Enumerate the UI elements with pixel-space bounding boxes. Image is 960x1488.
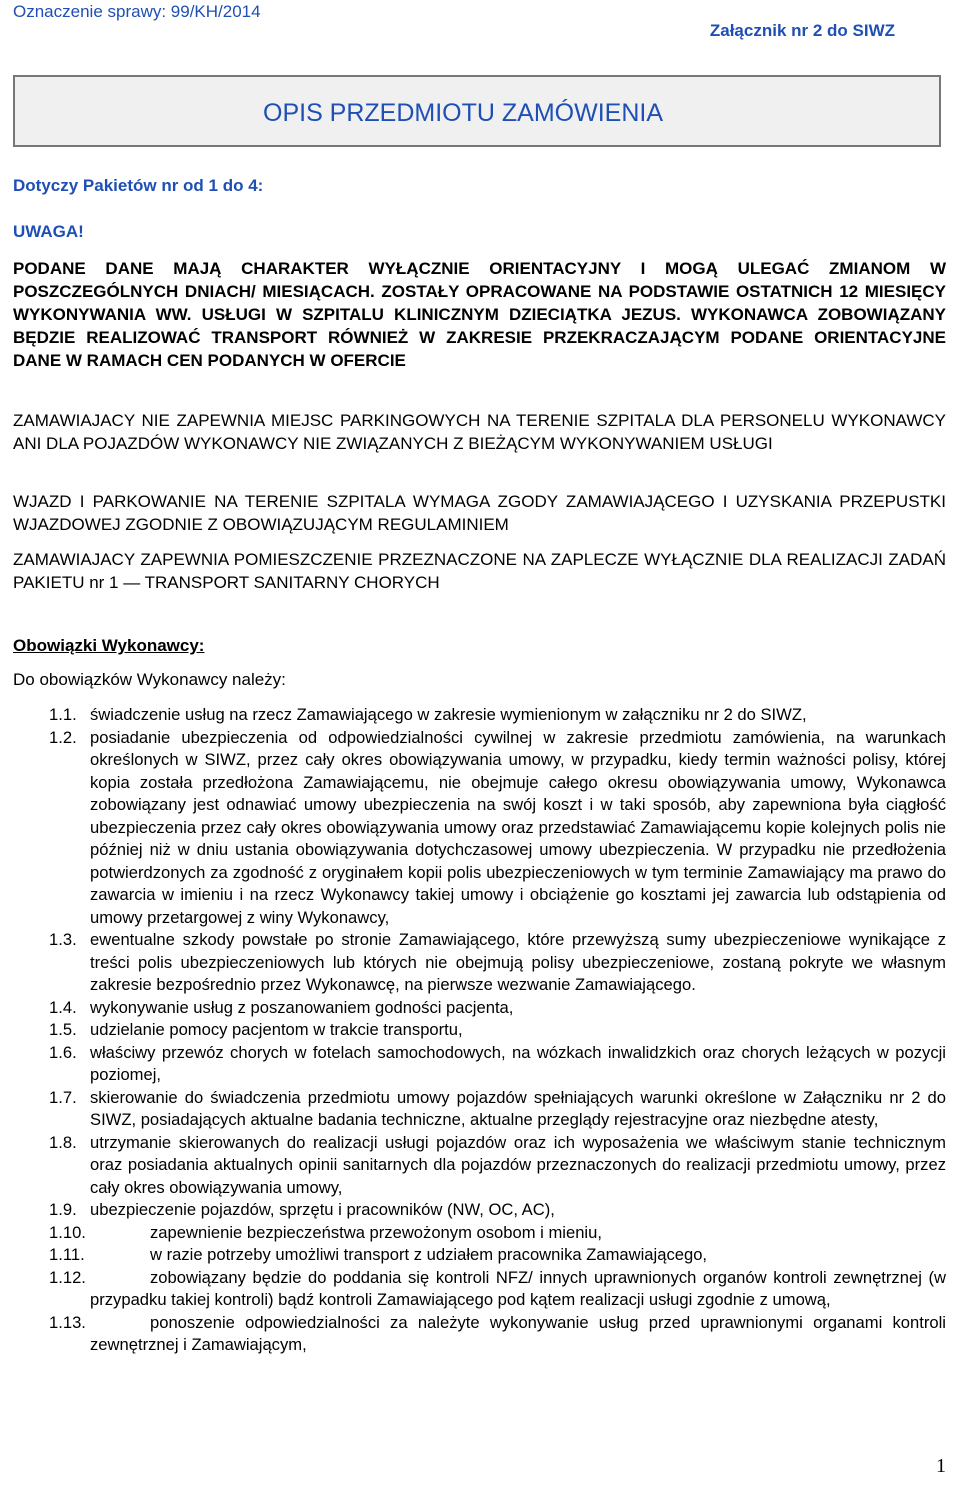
list-item-text: świadczenie usług na rzecz Zamawiającego w zakresie wymienionym w załączniku nr 2 do SIWZ, (90, 705, 807, 724)
list-item-text: udzielanie pomocy pacjentom w trakcie transportu, (90, 1020, 463, 1039)
list-item-text: zobowiązany będzie do poddania się kontroli NFZ/ innych uprawnionych organów kontroli zewnętrznej (w przypadku takiej kontroli) bądź kontroli Zamawiającego pod kątem realizacji usługi zgodnie z umową, (90, 1267, 946, 1309)
obligations-list (13, 704, 946, 1357)
list-item: 1.1. świadczenie usług na rzecz Zamawiającego w zakresie wymienionym w załączniku nr 2 do SIWZ, (49, 705, 807, 724)
list-item: 1.11. w razie potrzeby umożliwi transport z udziałem pracownika Zamawiającego, (49, 1245, 708, 1264)
list-item: 1.2. posiadanie ubezpieczenia od odpowiedzialności cywilnej w zakresie przedmiotu zamówienia, na warunkach określonych w SIWZ, przez cały okres obowiązywania umowy, w przypadku, kiedy termin ważności polisy, której kopia została przedłożona Zamawiającemu, nie obejmuje całego okresu obowiązywania umowy, Wykonawca zobowiązany jest odnawiać umowy ubezpieczenia na swój koszt i w taki sposób, aby zapewniona była ciągłość ubezpieczenia przez cały okres obowiązywania umowy oraz przedstawiać Zamawiającemu kopie kolejnych polis nie później niż w dniu ustania obowiązywania dotychczasowej umowy ubezpieczenia. W przypadku nie przedłożenia potwierdzonych za zgodność z oryginałem kopii polis ubezpieczeniowych w tym terminie Zamawiający ma prawo do zawarcia w imieniu i na rzecz Wykonawcy takiej umowy i obciążenie go kosztami jej zawarcia lub odstąpienia od umowy przetargowej z winy Wykonawcy, (49, 727, 946, 927)
page-number: 1 (936, 1455, 946, 1477)
list-item: 1.6. właściwy przewóz chorych w fotelach samochodowych, na wózkach inwalidzkich oraz chorych leżących w pozycji poziomej, (49, 1042, 946, 1084)
list-item-text: właściwy przewóz chorych w fotelach samochodowych, na wózkach inwalidzkich oraz chorych leżących w pozycji poziomej, (90, 1042, 946, 1084)
room-paragraph: ZAMAWIAJACY ZAPEWNIA POMIESZCZENIE PRZEZNACZONE NA ZAPLECZE WYŁĄCZNIE DLA REALIZACJI ZADAŃ PAKIETU nr 1 — TRANSPORT SANITARNY CHORYCH (13, 550, 946, 592)
case-number: Oznaczenie sprawy: 99/KH/2014 (13, 2, 261, 21)
list-item-text: ewentualne szkody powstałe po stronie Zamawiającego, które przewyższą sumy ubezpieczeniowe wynikające z treści polis ubezpieczeniowych lub których nie obejmują polisy ubezpieczeniowe, zostaną pokryte we własnym zakresie bezpośrednio przez Wykonawcę, na pierwsze wezwanie Zamawiającego. (90, 930, 946, 994)
list-item-text: utrzymanie skierowanych do realizacji usługi pojazdów oraz ich wyposażenia we właściwym stanie technicznym oraz posiadania aktualnych opinii sanitarnych dla pojazdów przeznaczonych do realizacji przedmiotu umowy, przez cały okres obowiązywania umowy, (90, 1132, 946, 1197)
warning-paragraph: PODANE DANE MAJĄ CHARAKTER WYŁĄCZNIE ORIENTACYJNY I MOGĄ ULEGAĆ ZMIANOM W POSZCZEGÓLNYCH DNIACH/ MIESIĄCACH. ZOSTAŁY OPRACOWANE NA PODSTAWIE OSTATNICH 12 MIESIĘCY WYKONYWANIA WW. USŁUGI W SZPITALU KLINICZNYM DZIECIĄTKA JEZUS. WYKONAWCA ZOBOWIĄZANY BĘDZIE REALIZOWAĆ TRANSPORT RÓWNIEŻ W ZAKRESIE PRZEKRACZAJĄCYM PODANE ORIENTACYJNE DANE W RAMACH CEN PODANYCH W OFERCIE (13, 259, 946, 370)
list-item-text: skierowanie do świadczenia przedmiotu umowy pojazdów spełniających warunki określone w Załączniku nr 2 do SIWZ, posiadających aktualne badania techniczne, aktualne przeglądy rejestracyjne oraz niezbędne atesty, (90, 1087, 946, 1129)
obligations-intro: Do obowiązków Wykonawcy należy: (13, 670, 286, 689)
title-box (13, 75, 941, 147)
packages-note: Dotyczy Pakietów nr od 1 do 4: (13, 176, 264, 195)
list-item: 1.13. ponoszenie odpowiedzialności za należyte wykonywanie usług przed uprawnionymi organami kontroli zewnętrznej i Zamawiającym, (49, 1312, 946, 1354)
entry-paragraph: WJAZD I PARKOWANIE NA TERENIE SZPITALA WYMAGA ZGODY ZAMAWIAJĄCEGO I UZYSKANIA PRZEPUSTKI WJAZDOWEJ ZGODNIE Z OBOWIĄZUJĄCYM REGULAMINIEM (13, 492, 946, 534)
warning-label: UWAGA! (13, 222, 84, 241)
parking-paragraph: ZAMAWIAJACY NIE ZAPEWNIA MIEJSC PARKINGOWYCH NA TERENIE SZPITALA DLA PERSONELU WYKONAWCY ANI DLA POJAZDÓW WYKONAWCY NIE ZWIĄZANYCH Z BIEŻĄCYM WYKONYWANIEM USŁUGI (13, 411, 946, 453)
list-item: 1.3. ewentualne szkody powstałe po stronie Zamawiającego, które przewyższą sumy ubezpieczeniowe wynikające z treści polis ubezpieczeniowych lub których nie obejmują polisy ubezpieczeniowe, zostaną pokryte we własnym zakresie bezpośrednio przez Wykonawcę, na pierwsze wezwanie Zamawiającego. (49, 930, 946, 994)
list-item: 1.4. wykonywanie usług z poszanowaniem godności pacjenta, (49, 997, 514, 1017)
list-item: 1.8. utrzymanie skierowanych do realizacji usługi pojazdów oraz ich wyposażenia we właściwym stanie technicznym oraz posiadania aktualnych opinii sanitarnych dla pojazdów przeznaczonych do realizacji przedmiotu umowy, przez cały okres obowiązywania umowy, (49, 1132, 946, 1197)
list-item-text: posiadanie ubezpieczenia od odpowiedzialności cywilnej w zakresie przedmiotu zamówienia, na warunkach określonych w SIWZ, przez cały okres obowiązywania umowy, w przypadku, kiedy termin ważności polisy, której kopia została przedłożona Zamawiającemu, nie obejmuje całego okresu obowiązywania umowy, Wykonawca zobowiązany jest odnawiać umowy ubezpieczenia na swój koszt i w taki sposób, aby zapewniona była ciągłość ubezpieczenia przez cały okres obowiązywania umowy oraz przedstawiać Zamawiającemu kopie kolejnych polis nie później niż w dniu ustania obowiązywania dotychczasowej umowy ubezpieczenia. W przypadku nie przedłożenia potwierdzonych za zgodność z oryginałem kopii polis ubezpieczeniowych w tym terminie Zamawiający ma prawo do zawarcia w imieniu i na rzecz Wykonawcy takiej umowy i obciążenie go kosztami jej zawarcia lub odstąpienia od umowy przetargowej z winy Wykonawcy, (90, 727, 946, 927)
annex-label: Załącznik nr 2 do SIWZ (709, 21, 895, 40)
list-item-text: w razie potrzeby umożliwi transport z udziałem pracownika Zamawiającego, (150, 1245, 708, 1264)
list-item: 1.5. udzielanie pomocy pacjentom w trakcie transportu, (49, 1020, 463, 1039)
obligations-title: Obowiązki Wykonawcy: (13, 636, 205, 655)
list-item-text: wykonywanie usług z poszanowaniem godności pacjenta, (90, 997, 514, 1017)
list-item: 1.10. zapewnienie bezpieczeństwa przewożonym osobom i mieniu, (49, 1222, 602, 1242)
list-item: 1.7. skierowanie do świadczenia przedmiotu umowy pojazdów spełniających warunki określone w Załączniku nr 2 do SIWZ, posiadających aktualne badania techniczne, aktualne przeglądy rejestracyjne oraz niezbędne atesty, (49, 1087, 946, 1129)
list-item-text: ubezpieczenie pojazdów, sprzętu i pracowników (NW, OC, AC), (90, 1200, 555, 1219)
list-item: 1.9. ubezpieczenie pojazdów, sprzętu i pracowników (NW, OC, AC), (49, 1200, 555, 1219)
list-item: 1.12. zobowiązany będzie do poddania się kontroli NFZ/ innych uprawnionych organów kontroli zewnętrznej (w przypadku takiej kontroli) bądź kontroli Zamawiającego pod kątem realizacji usługi zgodnie z umową, (49, 1267, 946, 1309)
list-item-text: ponoszenie odpowiedzialności za należyte wykonywanie usług przed uprawnionymi organami kontroli zewnętrznej i Zamawiającym, (90, 1312, 946, 1354)
document-title: OPIS PRZEDMIOTU ZAMÓWIENIA (263, 99, 664, 127)
list-item-text: zapewnienie bezpieczeństwa przewożonym osobom i mieniu, (150, 1222, 602, 1242)
